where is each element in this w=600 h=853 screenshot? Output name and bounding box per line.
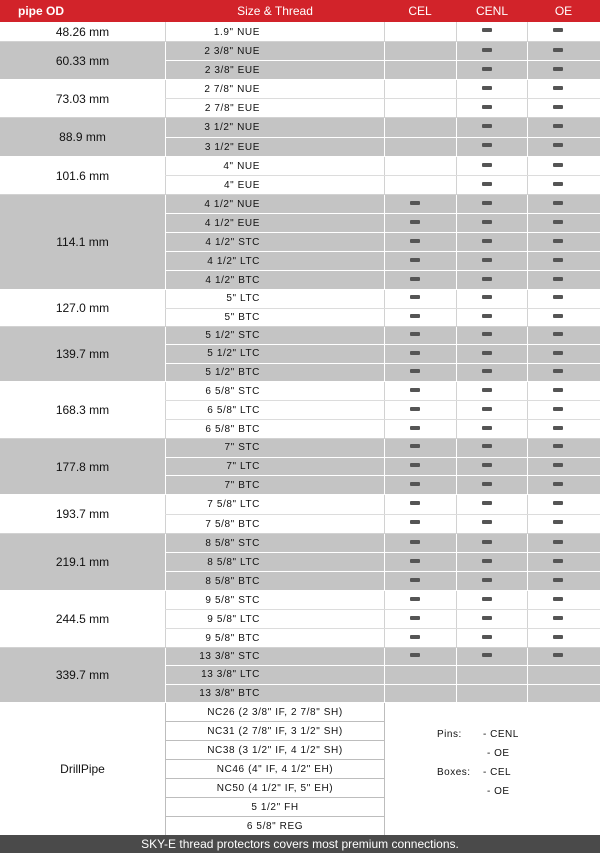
drillpipe-section: [0, 703, 600, 835]
pipe-od-label: 193.7 mm: [55, 507, 110, 521]
pipe-od-label: 88.9 mm: [59, 130, 106, 144]
oe-availability-mark: [553, 597, 563, 601]
od-group: [0, 327, 600, 382]
oe-availability-mark: [553, 369, 563, 373]
drillpipe-connection: 6 5/8" REG: [246, 821, 304, 832]
size-thread-cell: 3 1/2" NUE: [204, 121, 260, 133]
cenl-availability-mark: [482, 482, 492, 486]
cel-availability-mark: [410, 635, 420, 639]
size-thread-cell: 3 1/2" EUE: [204, 141, 260, 153]
cenl-availability-mark: [482, 463, 492, 467]
cenl-availability-mark: [482, 578, 492, 582]
cel-availability-mark: [410, 444, 420, 448]
oe-availability-mark: [553, 501, 563, 505]
table-header: [0, 0, 600, 22]
table-row: [165, 327, 600, 345]
table-row: [165, 591, 600, 610]
table-row: [165, 553, 600, 572]
cenl-availability-mark: [482, 520, 492, 524]
size-thread-cell: 2 3/8" EUE: [204, 65, 260, 76]
pipe-od-label: 48.26 mm: [55, 24, 110, 39]
header-size-thread: Size & Thread: [237, 4, 313, 18]
od-group: [0, 648, 600, 703]
table-row: [165, 610, 600, 629]
oe-availability-mark: [553, 314, 563, 318]
oe-availability-mark: [553, 258, 563, 262]
pins-oe: - OE: [487, 748, 510, 759]
cenl-availability-mark: [482, 559, 492, 563]
oe-availability-mark: [553, 559, 563, 563]
size-thread-cell: 2 3/8" NUE: [204, 45, 260, 57]
table-row: [165, 458, 600, 477]
oe-availability-mark: [553, 482, 563, 486]
table-row: [165, 271, 600, 290]
header-cenl: CENL: [475, 4, 508, 18]
od-group: [0, 80, 600, 118]
od-group: [0, 22, 600, 42]
cel-availability-mark: [410, 201, 420, 205]
table-row: [165, 382, 600, 401]
oe-availability-mark: [553, 143, 563, 147]
size-thread-cell: 5" BTC: [224, 312, 260, 324]
cenl-availability-mark: [482, 540, 492, 544]
table-row: [165, 401, 600, 420]
oe-availability-mark: [553, 635, 563, 639]
cel-availability-mark: [410, 407, 420, 411]
size-thread-cell: 8 5/8" STC: [205, 537, 260, 549]
size-thread-cell: 4 1/2" LTC: [207, 255, 260, 267]
size-thread-cell: 13 3/8" BTC: [199, 688, 260, 700]
size-thread-cell: 7 5/8" BTC: [205, 518, 260, 530]
cel-availability-mark: [410, 540, 420, 544]
oe-availability-mark: [553, 444, 563, 448]
cenl-availability-mark: [482, 616, 492, 620]
pipe-od-label: 114.1 mm: [56, 235, 109, 249]
size-thread-cell: 7 5/8" LTC: [207, 498, 260, 510]
cenl-availability-mark: [482, 124, 492, 128]
oe-availability-mark: [553, 540, 563, 544]
size-thread-cell: 7" LTC: [226, 460, 260, 472]
cenl-availability-mark: [482, 67, 492, 71]
size-thread-cell: 6 5/8" BTC: [205, 424, 260, 435]
size-thread-cell: 5 1/2" LTC: [207, 348, 260, 360]
cenl-availability-mark: [482, 48, 492, 52]
boxes-label: Boxes:: [437, 767, 471, 778]
oe-availability-mark: [553, 388, 563, 392]
pins-cenl: - CENL: [483, 729, 519, 740]
size-thread-cell: 8 5/8" BTC: [205, 576, 260, 587]
size-thread-cell: 13 3/8" STC: [199, 651, 260, 663]
cenl-availability-mark: [482, 86, 492, 90]
od-group: [0, 118, 600, 157]
table-row: [165, 61, 600, 80]
cel-availability-mark: [410, 559, 420, 563]
od-group: [0, 382, 600, 439]
size-thread-cell: 5 1/2" STC: [205, 330, 260, 342]
cenl-availability-mark: [482, 314, 492, 318]
size-thread-cell: 4 1/2" NUE: [204, 198, 260, 210]
size-thread-cell: 4 1/2" BTC: [205, 275, 260, 286]
od-group: [0, 290, 600, 327]
table-row: [165, 138, 600, 158]
cel-availability-mark: [410, 578, 420, 582]
table-row: [165, 648, 600, 666]
size-thread-cell: 13 3/8" LTC: [201, 669, 260, 681]
header-pipe-od: pipe OD: [17, 4, 64, 18]
table-row: [165, 99, 600, 118]
cenl-availability-mark: [482, 163, 492, 167]
cel-availability-mark: [410, 463, 420, 467]
size-thread-cell: 4" NUE: [223, 160, 260, 172]
oe-availability-mark: [553, 28, 563, 32]
size-thread-cell: 2 7/8" EUE: [204, 103, 260, 114]
pipe-od-label: 219.1 mm: [55, 555, 110, 569]
pipe-od-label: 139.7 mm: [55, 347, 110, 361]
cel-availability-mark: [410, 277, 420, 281]
size-thread-cell: 6 5/8" STC: [205, 385, 260, 397]
cel-availability-mark: [410, 520, 420, 524]
table-row: [165, 309, 600, 328]
cel-availability-mark: [410, 616, 420, 620]
size-thread-cell: 9 5/8" BTC: [205, 633, 260, 644]
oe-availability-mark: [553, 578, 563, 582]
drillpipe-connection: NC50 (4 1/2" IF, 5" EH): [165, 779, 385, 798]
cenl-availability-mark: [482, 28, 492, 32]
oe-availability-mark: [553, 520, 563, 524]
table-row: [165, 80, 600, 99]
od-group: [0, 591, 600, 648]
oe-availability-mark: [553, 48, 563, 52]
size-thread-cell: 9 5/8" STC: [205, 594, 260, 606]
oe-availability-mark: [553, 463, 563, 467]
drillpipe-connection: 5 1/2" FH: [165, 798, 385, 817]
table-row: [165, 195, 600, 214]
cenl-availability-mark: [482, 182, 492, 186]
od-group: [0, 495, 600, 534]
table-row: [165, 345, 600, 363]
cenl-availability-mark: [482, 351, 492, 355]
table-row: [165, 290, 600, 309]
oe-availability-mark: [553, 182, 563, 186]
cenl-availability-mark: [482, 277, 492, 281]
oe-availability-mark: [553, 277, 563, 281]
cenl-availability-mark: [482, 388, 492, 392]
drillpipe-connection: NC46 (4" IF, 4 1/2" EH): [165, 760, 385, 779]
cenl-availability-mark: [482, 597, 492, 601]
size-thread-cell: 5" LTC: [226, 293, 260, 305]
oe-availability-mark: [553, 124, 563, 128]
cenl-availability-mark: [482, 239, 492, 243]
size-thread-cell: 5 1/2" BTC: [205, 367, 260, 379]
size-thread-cell: 6 5/8" LTC: [207, 404, 260, 416]
pins-label: Pins:: [437, 729, 462, 740]
table-row: [165, 176, 600, 195]
oe-availability-mark: [553, 351, 563, 355]
header-cel: CEL: [408, 4, 432, 18]
pipe-od-label: 168.3 mm: [55, 403, 110, 417]
cel-availability-mark: [410, 369, 420, 373]
boxes-cel: - CEL: [483, 767, 512, 778]
size-thread-cell: 1.9" NUE: [213, 26, 260, 38]
cel-availability-mark: [410, 482, 420, 486]
size-thread-cell: 4 1/2" STC: [205, 236, 260, 248]
size-thread-cell: 7" STC: [224, 442, 260, 454]
table-row: [165, 685, 600, 703]
cenl-availability-mark: [482, 143, 492, 147]
drillpipe-connection: NC38 (3 1/2" IF, 4 1/2" SH): [165, 741, 385, 760]
table-row: [165, 364, 600, 382]
oe-availability-mark: [553, 220, 563, 224]
oe-availability-mark: [553, 86, 563, 90]
table-row: [165, 495, 600, 515]
od-group: [0, 42, 600, 80]
table-row: [165, 157, 600, 176]
cenl-availability-mark: [482, 501, 492, 505]
cenl-availability-mark: [482, 295, 492, 299]
cel-availability-mark: [410, 388, 420, 392]
oe-availability-mark: [553, 239, 563, 243]
pipe-od-label: 244.5 mm: [55, 612, 110, 626]
cel-availability-mark: [410, 332, 420, 336]
pipe-od-label: 60.33 mm: [55, 53, 110, 68]
table-row: [165, 439, 600, 458]
cel-availability-mark: [410, 426, 420, 430]
table-row: [165, 252, 600, 271]
od-group: [0, 195, 600, 290]
cel-availability-mark: [410, 295, 420, 299]
table-row: [165, 214, 600, 233]
size-thread-cell: 8 5/8" LTC: [207, 556, 260, 568]
table-row: [165, 42, 600, 61]
table-row: [165, 629, 600, 648]
cenl-availability-mark: [482, 201, 492, 205]
cenl-availability-mark: [482, 105, 492, 109]
size-thread-cell: 4 1/2" EUE: [204, 217, 260, 229]
pipe-od-label: 127.0 mm: [55, 301, 110, 315]
table-row: [165, 572, 600, 591]
od-group: [0, 157, 600, 195]
footer-note: SKY-E thread protectors covers most premium connections.: [0, 835, 600, 853]
oe-availability-mark: [553, 201, 563, 205]
cel-availability-mark: [410, 314, 420, 318]
od-group: [0, 439, 600, 495]
oe-availability-mark: [553, 407, 563, 411]
table-row: [165, 233, 600, 252]
od-group: [0, 534, 600, 591]
cel-availability-mark: [410, 351, 420, 355]
oe-availability-mark: [553, 105, 563, 109]
oe-availability-mark: [553, 616, 563, 620]
cenl-availability-mark: [482, 220, 492, 224]
oe-availability-mark: [553, 332, 563, 336]
table-row: [165, 420, 600, 439]
cel-availability-mark: [410, 220, 420, 224]
oe-availability-mark: [553, 653, 563, 657]
table-row: [165, 476, 600, 495]
oe-availability-mark: [553, 163, 563, 167]
cel-availability-mark: [410, 653, 420, 657]
pipe-od-label: 101.6 mm: [55, 168, 110, 183]
size-thread-cell: 4" EUE: [223, 180, 260, 191]
cel-availability-mark: [410, 258, 420, 262]
boxes-oe: - OE: [487, 786, 510, 797]
pipe-od-label: 339.7 mm: [55, 668, 110, 682]
cel-availability-mark: [410, 597, 420, 601]
pipe-od-label: 73.03 mm: [55, 91, 110, 106]
table-row: [165, 515, 600, 535]
table-row: [165, 22, 600, 42]
size-thread-cell: 2 7/8" NUE: [204, 83, 260, 95]
cenl-availability-mark: [482, 407, 492, 411]
oe-availability-mark: [553, 426, 563, 430]
drillpipe-connection: NC26 (2 3/8" IF, 2 7/8" SH): [165, 703, 385, 722]
pipe-od-label: 177.8 mm: [55, 459, 110, 474]
cenl-availability-mark: [482, 653, 492, 657]
cenl-availability-mark: [482, 258, 492, 262]
table-row: [165, 666, 600, 684]
cel-availability-mark: [410, 239, 420, 243]
cenl-availability-mark: [482, 332, 492, 336]
size-thread-cell: 9 5/8" LTC: [207, 613, 260, 625]
header-oe: OE: [554, 4, 573, 18]
drillpipe-label: DrillPipe: [60, 762, 105, 776]
table-row: [165, 118, 600, 138]
oe-availability-mark: [553, 295, 563, 299]
cel-availability-mark: [410, 501, 420, 505]
drillpipe-connection: NC31 (2 7/8" IF, 3 1/2" SH): [165, 722, 385, 741]
cenl-availability-mark: [482, 369, 492, 373]
oe-availability-mark: [553, 67, 563, 71]
cenl-availability-mark: [482, 444, 492, 448]
cenl-availability-mark: [482, 635, 492, 639]
size-thread-cell: 7" BTC: [224, 480, 260, 492]
table-row: [165, 534, 600, 553]
cenl-availability-mark: [482, 426, 492, 430]
